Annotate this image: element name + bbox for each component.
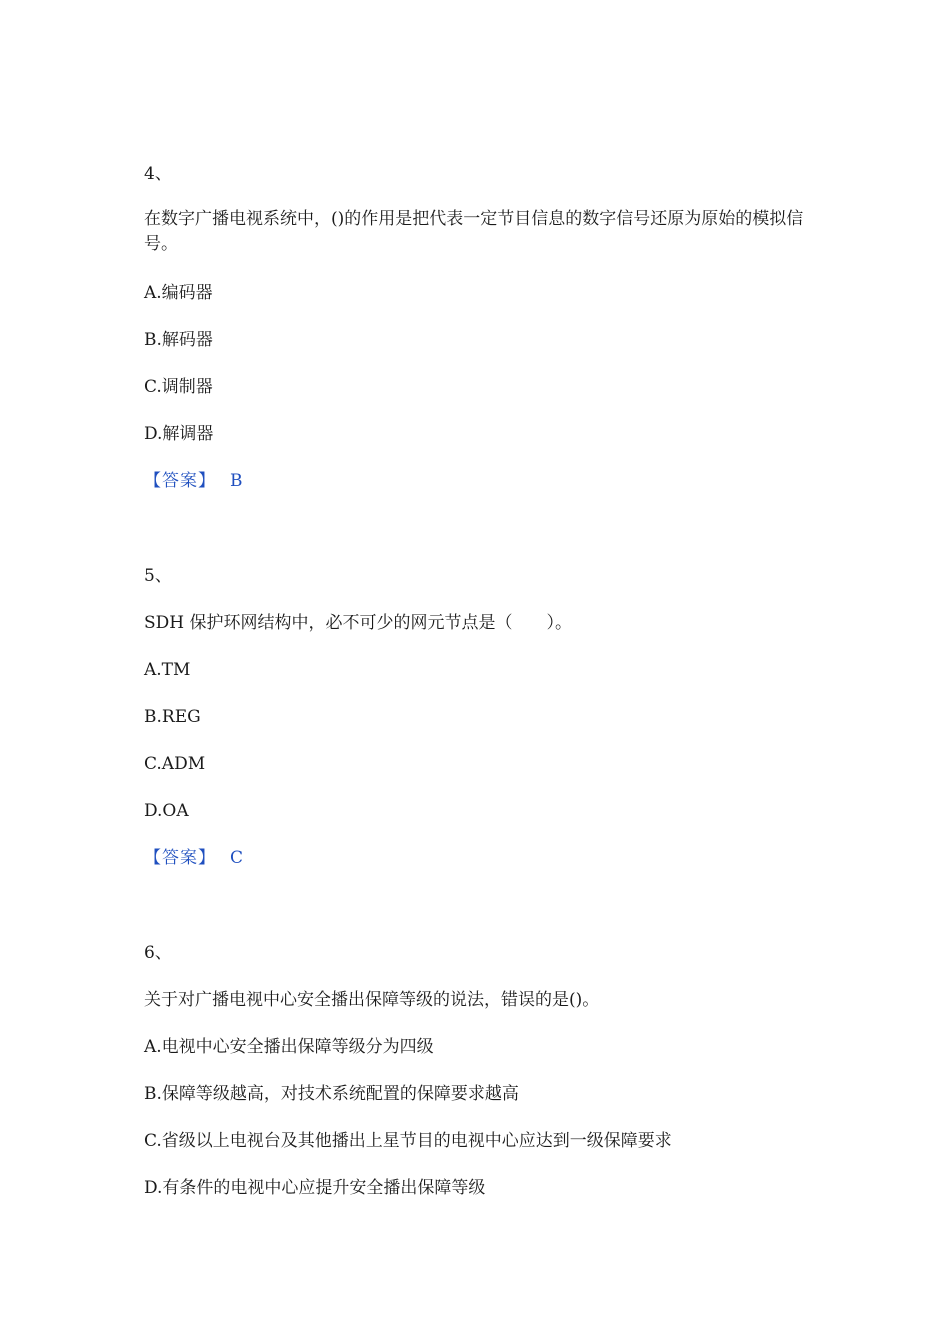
question-5-option-d: D.OA — [144, 801, 189, 821]
question-4-option-b: B.解码器 — [144, 330, 213, 350]
question-6-number: 6、 — [144, 943, 172, 963]
question-4-number: 4、 — [144, 164, 172, 184]
question-4-option-d: D.解调器 — [144, 424, 214, 444]
answer-label: 【答案】 — [144, 471, 216, 491]
question-6-option-a: A.电视中心安全播出保障等级分为四级 — [144, 1037, 434, 1057]
question-4-option-a: A.编码器 — [144, 283, 213, 303]
question-5-option-c: C.ADM — [144, 754, 206, 774]
question-6-option-d: D.有条件的电视中心应提升安全播出保障等级 — [144, 1178, 486, 1198]
question-5-option-a: A.TM — [144, 660, 191, 680]
answer-value: B — [230, 471, 243, 491]
answer-value: C — [230, 848, 244, 868]
question-5-stem: SDH 保护环网结构中，必不可少的网元节点是（ ）。 — [144, 613, 573, 633]
question-6-stem: 关于对广播电视中心安全播出保障等级的说法，错误的是()。 — [144, 990, 600, 1010]
question-5-answer — [144, 846, 243, 870]
question-6-option-c: C.省级以上电视台及其他播出上星节目的电视中心应达到一级保障要求 — [144, 1131, 672, 1151]
question-6-option-b: B.保障等级越高，对技术系统配置的保障要求越高 — [144, 1084, 519, 1104]
question-5-option-b: B.REG — [144, 707, 201, 727]
question-4-stem: 在数字广播电视系统中，()的作用是把代表一定节目信息的数字信号还原为原始的模拟信号。 — [144, 209, 804, 254]
question-4-answer — [144, 469, 243, 493]
answer-label: 【答案】 — [144, 848, 216, 868]
question-5-number: 5、 — [144, 566, 172, 586]
question-4-option-c: C.调制器 — [144, 377, 213, 397]
